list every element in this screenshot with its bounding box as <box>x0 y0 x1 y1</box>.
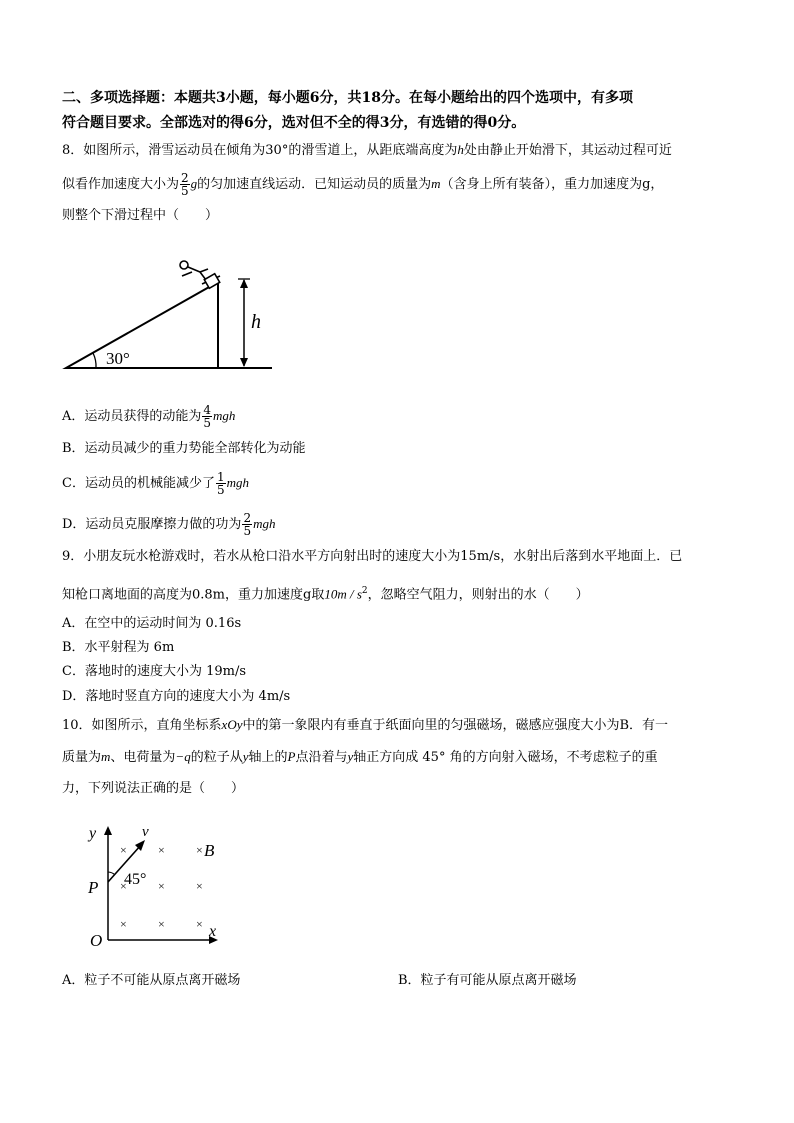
field-cross: × <box>196 917 203 931</box>
q9-option-a: A．在空中的运动时间为 0.16s <box>62 616 242 631</box>
angle-label-45: 45° <box>124 871 147 888</box>
angle-label-30: 30° <box>106 349 130 368</box>
q8-option-a-fraction: $\frac{4}{5}$ <box>203 403 212 430</box>
b-label: B <box>204 841 215 860</box>
angle-arc <box>93 353 96 368</box>
q8-option-d-fraction: $\frac{2}{5}$ <box>243 511 252 538</box>
field-cross: × <box>120 917 127 931</box>
q8-option-c: C．运动员的机械能减少了 $\frac{1}{5}$ mgh <box>62 470 249 497</box>
field-cross: × <box>120 879 127 893</box>
p-label: P <box>88 878 99 897</box>
height-label-h: h <box>251 311 261 333</box>
q10-option-b: B．粒子有可能从原点离开磁场 <box>398 973 577 988</box>
q10-option-a: A．粒子不可能从原点离开磁场 <box>62 973 241 988</box>
q10-field-figure <box>84 820 234 950</box>
v-label: v <box>142 824 149 840</box>
section-heading-line1: 二、多项选择题：本题共3小题，每小题6分，共18分。在每小题给出的四个选项中，有多项 <box>62 90 633 106</box>
incline-triangle <box>66 282 218 368</box>
height-arrow-top <box>240 279 248 288</box>
height-arrow-bottom <box>240 358 248 367</box>
q8-stem-line1: 8．如图所示，滑雪运动员在倾角为30°的滑雪道上，从距底端高度为h处由静止开始滑下，其运动过程可近 <box>62 142 672 158</box>
field-cross: × <box>120 843 127 857</box>
q8-stem-line2: 似看作加速度大小为 $\frac{2}{5}$ g的匀加速直线运动．已知运动员的质量为m（含身上所有装备），重力加速度为g， <box>62 171 664 198</box>
q8-option-a: A．运动员获得的动能为 $\frac{4}{5}$ mgh <box>62 403 236 430</box>
x-axis-label: x <box>209 923 217 940</box>
q10-stem-line3: 力，下列说法正确的是（ ） <box>62 781 245 796</box>
q8-stem-line3: 则整个下滑过程中（ ） <box>62 208 219 223</box>
origin-label: O <box>90 931 103 950</box>
q9-stem-line2: 知枪口离地面的高度为0.8m，重力加速度g取$10m / s^2$，忽略空气阻力，则射出的水（ ） <box>62 586 589 603</box>
q10-stem-line1: 10．如图所示，直角坐标系xOy中的第一象限内有垂直于纸面向里的匀强磁场，磁感应强度大小为B．有一 <box>62 717 669 733</box>
field-cross: × <box>196 879 203 893</box>
field-cross: × <box>158 917 165 931</box>
y-axis-label: y <box>89 825 97 842</box>
field-cross: × <box>158 879 165 893</box>
skier-icon <box>180 261 220 288</box>
q8-incline-figure <box>60 250 280 375</box>
q8-accel-fraction: $\frac{2}{5}$ <box>181 171 189 198</box>
field-cross: × <box>196 843 203 857</box>
q9-stem-line1: 9．小朋友玩水枪游戏时，若水从枪口沿水平方向射出时的速度大小为15m/s，水射出后落到水平地面上．已 <box>62 549 683 564</box>
q8-option-c-fraction: $\frac{1}{5}$ <box>216 470 225 497</box>
section-heading-line2: 符合题目要求。全部选对的得6分，选对但不全的得3分，有选错的得0分。 <box>62 115 526 131</box>
q9-option-c: C．落地时的速度大小为 19m/s <box>62 664 246 679</box>
field-cross: × <box>158 843 165 857</box>
q8-option-b: B．运动员减少的重力势能全部转化为动能 <box>62 441 306 456</box>
q9-option-b: B．水平射程为 6m <box>62 640 175 655</box>
angle-arc-45 <box>108 872 115 875</box>
y-axis-arrow <box>104 826 112 835</box>
q10-stem-line2: 质量为m、电荷量为−q的粒子从y轴上的P点沿着与y轴正方向成 45° 角的方向射入磁场，不考虑粒子的重 <box>62 749 658 765</box>
q9-option-d: D．落地时竖直方向的速度大小为 4m/s <box>62 689 291 704</box>
q8-option-d: D．运动员克服摩擦力做的功为 $\frac{2}{5}$ mgh <box>62 511 276 538</box>
